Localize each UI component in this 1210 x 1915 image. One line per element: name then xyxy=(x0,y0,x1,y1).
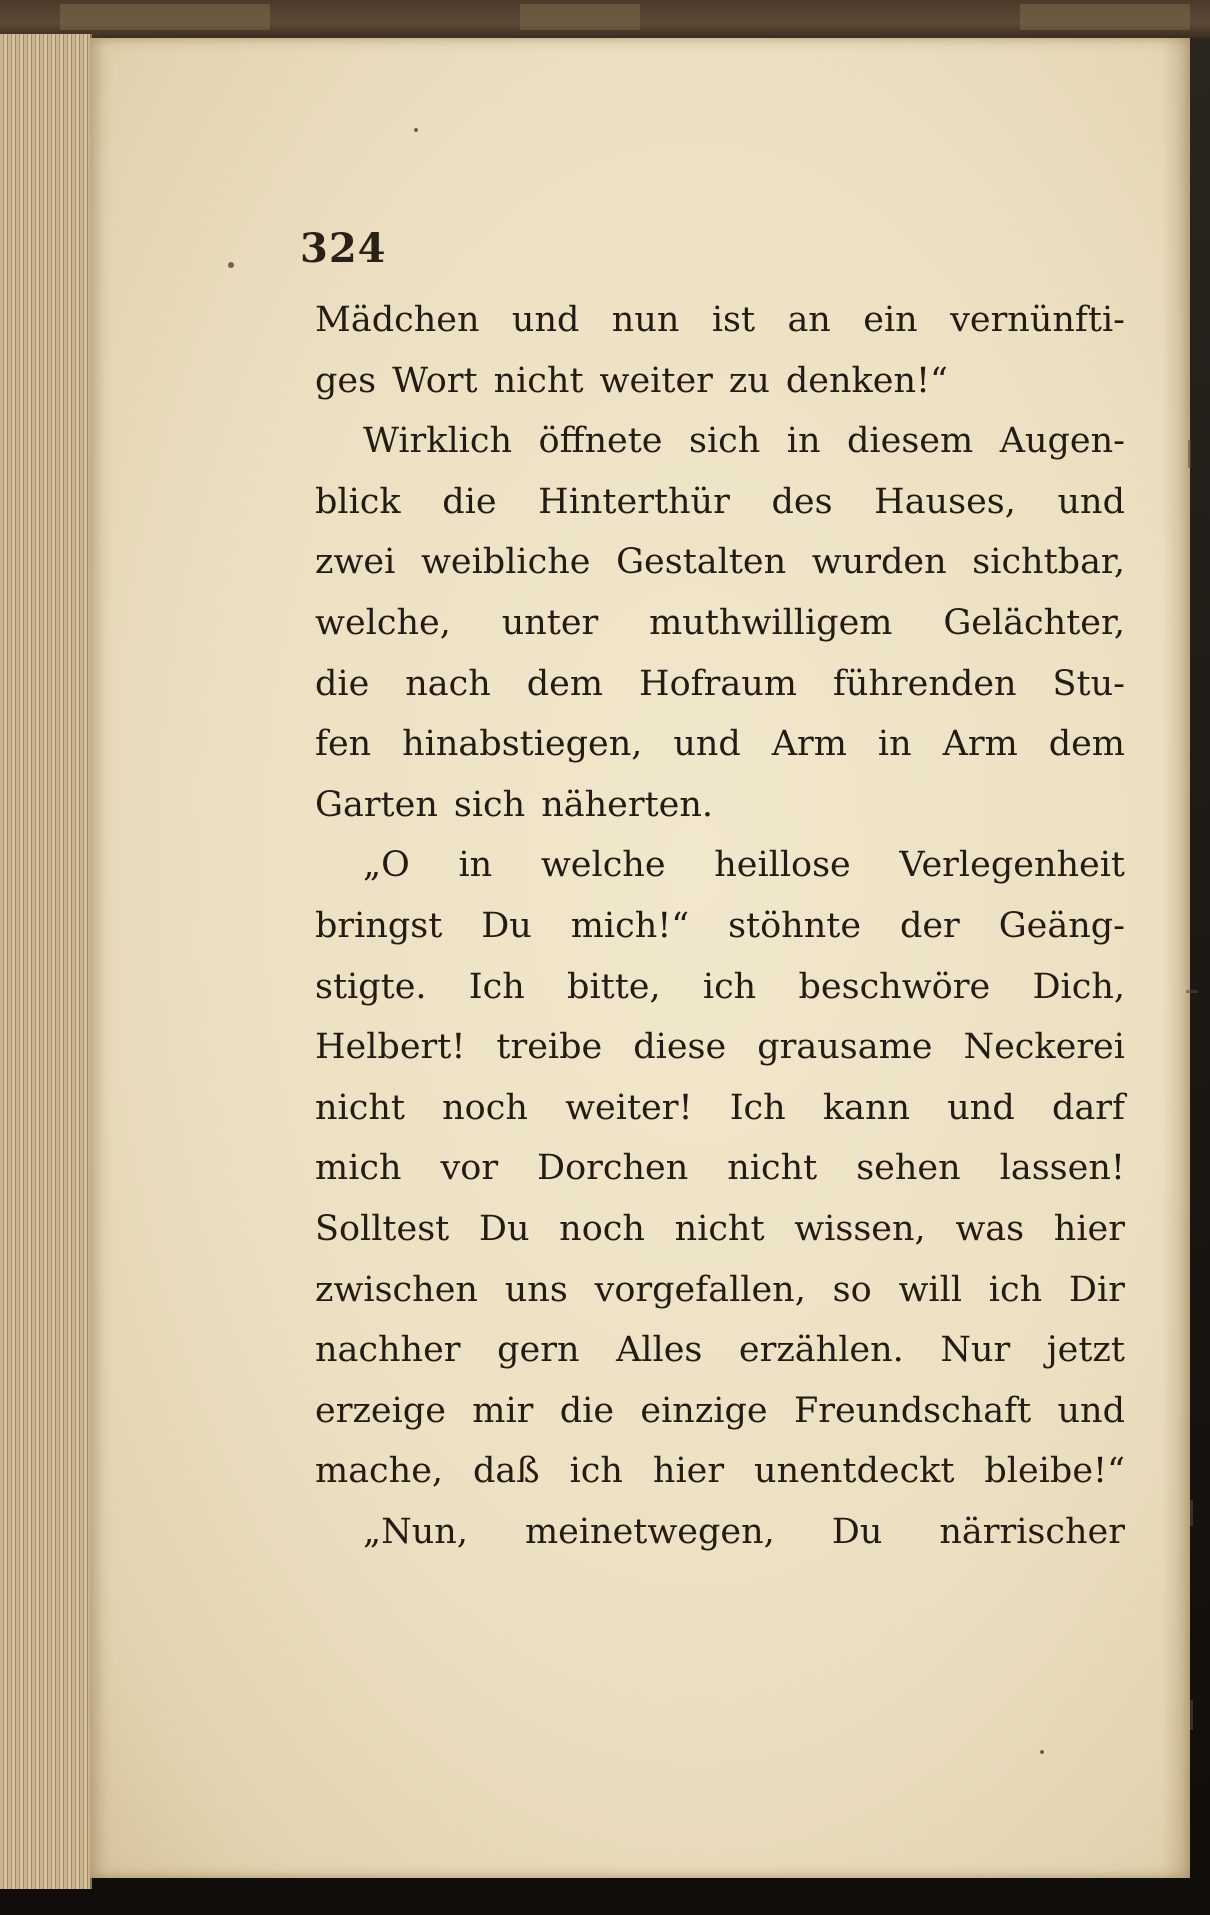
word: hier xyxy=(652,1451,725,1492)
text-line xyxy=(315,593,1125,654)
word: mir xyxy=(472,1390,534,1431)
word: Verlegenheit xyxy=(899,845,1125,886)
word: fen xyxy=(315,724,372,765)
text-line xyxy=(315,351,1125,412)
word: hinabstiegen, xyxy=(402,724,643,765)
word: uns xyxy=(504,1269,568,1310)
word: nicht xyxy=(674,1208,765,1249)
word: beschwöre xyxy=(798,966,991,1007)
word: noch xyxy=(442,1087,528,1128)
text-line xyxy=(315,290,1125,351)
word: erzeige xyxy=(315,1390,446,1431)
word: an xyxy=(787,300,831,340)
word: und xyxy=(511,300,580,340)
word: ich xyxy=(988,1269,1043,1310)
word: meinetwegen, xyxy=(524,1511,775,1552)
word: Stu- xyxy=(1052,663,1125,704)
word: welche, xyxy=(315,602,451,643)
text-line xyxy=(315,1381,1125,1442)
word: Freundschaft xyxy=(793,1390,1032,1431)
text-line xyxy=(315,1138,1125,1199)
word: Geäng- xyxy=(998,905,1125,946)
word: nicht xyxy=(493,360,584,401)
word: Gelächter, xyxy=(943,602,1125,643)
word: mich xyxy=(315,1148,402,1189)
word: dem xyxy=(526,663,604,704)
word: jetzt xyxy=(1046,1330,1125,1371)
word: Du xyxy=(831,1511,883,1552)
text-line xyxy=(315,1199,1125,1260)
word: öffnete xyxy=(538,421,663,462)
word: will xyxy=(898,1269,963,1310)
word: Garten xyxy=(315,784,438,825)
word: Alles xyxy=(616,1330,703,1371)
word: vor xyxy=(440,1148,499,1189)
word: Gestalten xyxy=(616,542,787,583)
word: ein xyxy=(863,300,918,340)
word: hier xyxy=(1053,1208,1125,1249)
word: und xyxy=(947,1087,1015,1128)
word: Dich, xyxy=(1032,966,1125,1007)
word: erzählen. xyxy=(738,1330,904,1371)
text-line xyxy=(315,472,1125,533)
word: Wirklich xyxy=(363,421,513,462)
word: bleibe!“ xyxy=(984,1451,1125,1492)
word: blick xyxy=(315,481,401,522)
word: Ich xyxy=(729,1087,786,1128)
word: was xyxy=(955,1208,1025,1249)
word: Augen- xyxy=(999,421,1125,462)
word: Arm xyxy=(771,724,847,765)
word: so xyxy=(832,1269,872,1310)
word: mache, xyxy=(315,1451,444,1492)
word: „Nun, xyxy=(363,1511,468,1552)
text-line xyxy=(315,411,1125,472)
word: denken!“ xyxy=(785,360,948,401)
word: Helbert! xyxy=(315,1027,466,1068)
word: weibliche xyxy=(420,542,591,583)
word: Hinterthür xyxy=(538,481,730,522)
body-text xyxy=(315,290,1125,1562)
word: Wort xyxy=(392,360,478,401)
margin-mark xyxy=(1190,1700,1193,1730)
ink-speck xyxy=(228,262,234,268)
word: in xyxy=(786,421,821,462)
word: mich!“ xyxy=(570,905,690,946)
text-line xyxy=(315,1502,1125,1563)
text-line xyxy=(315,1260,1125,1321)
word: des xyxy=(771,481,833,522)
margin-mark xyxy=(1186,990,1198,993)
word: diesem xyxy=(847,421,974,462)
word: welche xyxy=(540,845,666,886)
word: nicht xyxy=(727,1148,818,1189)
word: Du xyxy=(481,905,532,946)
word: Hauses, xyxy=(874,481,1016,522)
word: diese xyxy=(633,1027,727,1068)
ink-speck xyxy=(414,128,418,132)
word: Nur xyxy=(940,1330,1011,1371)
word: dem xyxy=(1048,724,1125,765)
text-line xyxy=(315,654,1125,715)
word: noch xyxy=(559,1208,645,1249)
word: lassen! xyxy=(999,1148,1125,1189)
text-line xyxy=(315,775,1125,836)
text-line xyxy=(315,957,1125,1018)
text-line xyxy=(315,835,1125,896)
book-cover-top xyxy=(0,0,1210,38)
word: unentdeckt xyxy=(754,1451,955,1492)
page-gutter-shadow xyxy=(1162,38,1190,1878)
word: bitte, xyxy=(567,966,661,1007)
word: „O xyxy=(363,845,410,886)
word: nachher xyxy=(315,1330,461,1371)
word: der xyxy=(899,905,960,946)
word: zwischen xyxy=(315,1269,478,1310)
word: ges xyxy=(315,360,377,401)
word: sehen xyxy=(856,1148,961,1189)
word: nun xyxy=(611,300,680,340)
word: näherten. xyxy=(541,784,714,825)
word: daß xyxy=(473,1451,540,1492)
word: treibe xyxy=(496,1027,603,1068)
page-number: 324 xyxy=(300,225,387,272)
word: wissen, xyxy=(794,1208,926,1249)
word: sich xyxy=(688,421,761,462)
word: kann xyxy=(822,1087,911,1128)
word: zu xyxy=(728,360,770,401)
word: sichtbar, xyxy=(972,542,1125,583)
word: grausame xyxy=(757,1027,933,1068)
word: unter xyxy=(501,602,599,643)
word: närrischer xyxy=(939,1511,1125,1552)
word: weiter xyxy=(599,360,713,401)
word: und xyxy=(1057,481,1125,522)
word: muthwilligem xyxy=(649,602,893,643)
word: ich xyxy=(569,1451,623,1492)
word: führenden xyxy=(832,663,1017,704)
word: in xyxy=(877,724,912,765)
word: Du xyxy=(478,1208,530,1249)
text-line xyxy=(315,1441,1125,1502)
word: Arm xyxy=(942,724,1018,765)
word: und xyxy=(673,724,741,765)
text-line xyxy=(315,532,1125,593)
word: wurden xyxy=(811,542,947,583)
margin-mark xyxy=(1188,440,1191,468)
word: bringst xyxy=(315,905,443,946)
word: die xyxy=(559,1390,615,1431)
cover-wear-patch xyxy=(1020,4,1190,30)
cover-wear-patch xyxy=(60,4,270,30)
word: Dir xyxy=(1068,1269,1125,1310)
word: Neckerei xyxy=(963,1027,1125,1068)
word: Dorchen xyxy=(537,1148,689,1189)
word: gern xyxy=(497,1330,580,1371)
word: Solltest xyxy=(315,1208,450,1249)
word: ich xyxy=(702,966,757,1007)
margin-mark xyxy=(1190,1500,1193,1526)
word: nach xyxy=(405,663,491,704)
word: die xyxy=(315,663,370,704)
word: stöhnte xyxy=(728,905,862,946)
word: zwei xyxy=(315,542,396,583)
word: Hofraum xyxy=(639,663,797,704)
word: einzige xyxy=(640,1390,768,1431)
word: heillose xyxy=(714,845,851,886)
word: nicht xyxy=(315,1087,405,1128)
cover-wear-patch xyxy=(520,4,640,30)
text-line xyxy=(315,1320,1125,1381)
word: Mädchen xyxy=(315,300,480,340)
word: die xyxy=(442,481,497,522)
ink-speck xyxy=(1040,1750,1044,1754)
text-line xyxy=(315,896,1125,957)
page-edges xyxy=(0,34,92,1889)
word: in xyxy=(458,845,493,886)
text-line xyxy=(315,1017,1125,1078)
word: ist xyxy=(711,300,756,340)
word: Ich xyxy=(468,966,525,1007)
word: sich xyxy=(453,784,526,825)
text-line xyxy=(315,1078,1125,1139)
word: darf xyxy=(1051,1087,1125,1128)
word: stigte. xyxy=(315,966,427,1007)
word: vernünfti- xyxy=(950,300,1125,340)
word: und xyxy=(1057,1390,1125,1431)
word: vorgefallen, xyxy=(594,1269,806,1310)
text-line xyxy=(315,714,1125,775)
word: weiter! xyxy=(565,1087,693,1128)
